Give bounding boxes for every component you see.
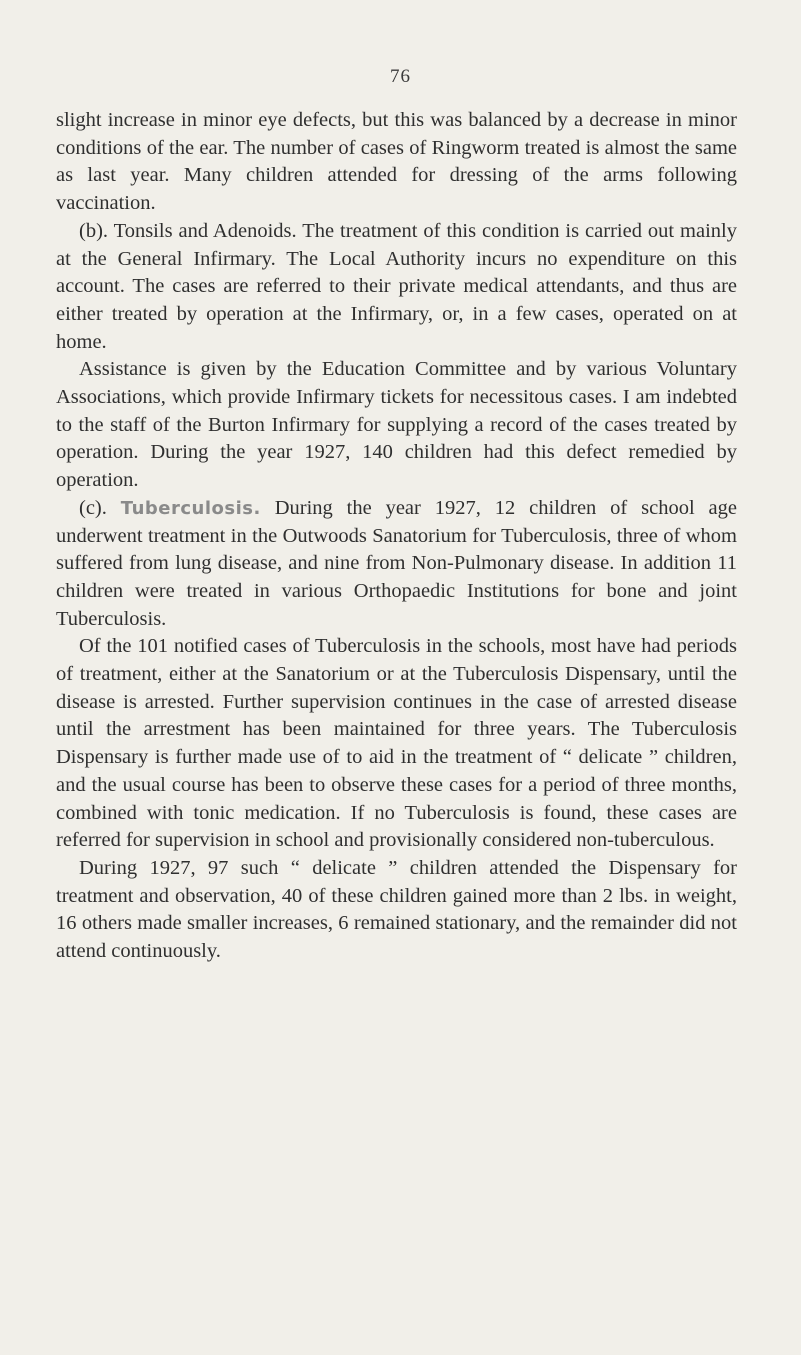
paragraph-assistance: Assistance is given by the Education Committee and by various Voluntary Associations, which provide Infirmary tickets for necessitous cases. I am indebted to the staff of the Burton Infirmary for supplying a record of the cases treated by operation. During the year 1927, 140 children had this defect remedied by operation. <box>56 358 737 492</box>
section-lead-tonsils: (b). Tonsils and Adenoids. <box>79 219 297 242</box>
paragraph-tuberculosis-text: During the year 1927, 12 children of school age underwent treatment in the Outwoods Sanatorium for Tuberculosis, three of whom suffered from lung disease, and nine from Non-Pulmonary disease. In addition 11 children were treated in various Orthopaedic Institutions for bone and joint Tuberculosis. <box>56 496 737 630</box>
document-body <box>56 107 737 966</box>
page-number: 76 <box>390 66 411 87</box>
paragraph-tonsils-text: The treatment of this condition is carried out mainly at the General Infirmary. The Local Authority incurs no expenditure on this account. The cases are referred to their private medical attendants, and thus are either treated by operation at the Infirmary, or, in a few cases, operated on at home. <box>56 219 737 353</box>
paragraph-tuberculosis <box>56 495 737 634</box>
section-lead-prefix: (c). <box>79 496 121 519</box>
paragraph-delicate-children: During 1927, 97 such “ delicate ” children attended the Dispensary for treatment and observation, 40 of these children gained more than 2 lbs. in weight, 16 others made smaller increases, 6 remained stationary, and the remainder did not attend continuously. <box>56 856 737 963</box>
paragraph-notified-cases: Of the 101 notified cases of Tuberculosis in the schools, most have had periods of treatment, either at the Sanatorium or at the Tuberculosis Dispensary, until the disease is arrested. Further supervision continues in the case of arrested disease until the arrestment has been maintained for three years. The Tuberculosis Dispensary is further made use of to aid in the treatment of “ delicate ” children, and the usual course has been to observe these cases for a period of three months, combined with tonic medication. If no Tuberculosis is found, these cases are referred for supervision in school and provisionally considered non-tuberculous. <box>56 635 737 852</box>
paragraph-tonsils-adenoids <box>56 218 737 357</box>
section-heading-tuberculosis: Tuberculosis. <box>120 497 261 519</box>
paragraph-ear-defects: slight increase in minor eye defects, but this was balanced by a decrease in minor conditions of the ear. The number of cases of Ringworm treated is almost the same as last year. Many children attended for dressing of the arms following vaccination. <box>56 109 737 215</box>
